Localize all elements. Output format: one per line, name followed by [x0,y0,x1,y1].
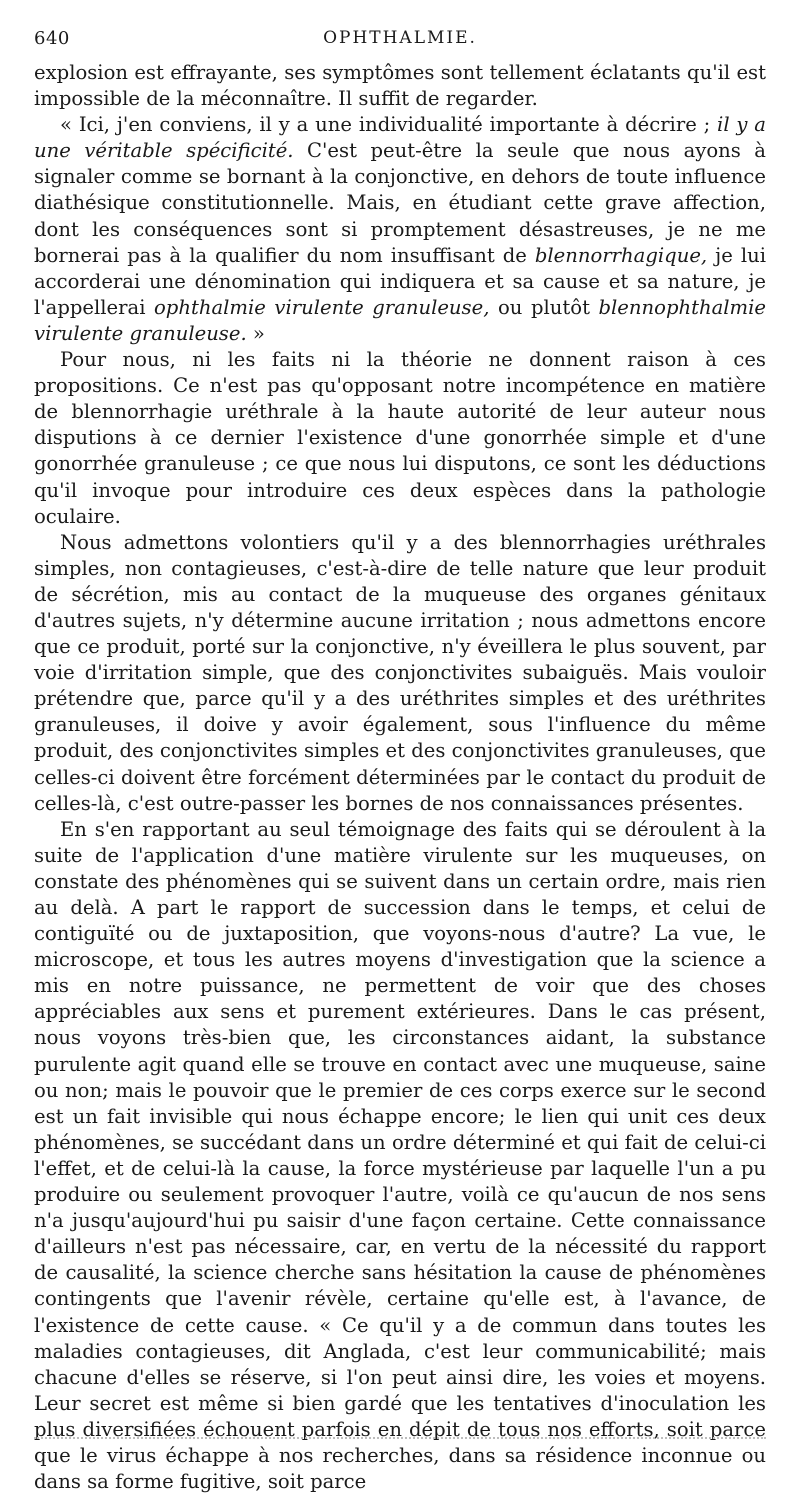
text-segment: ou plutôt [489,295,599,319]
text-segment: » [246,321,265,345]
page-header [34,28,766,52]
paragraph [34,112,766,347]
italic-text-segment: blennorrhagique, [534,243,708,267]
text-segment: C'est peut-être la seule que nous ayons à signaler comme se bornant à la conjonctive, en dehors de toute influence diathésique constitutionnelle. Mais, en étudiant cette grave affection, dont les conséquences sont si promptement désastreuses, je ne me bornerai pas à la qualifier du nom insuffisant de [34,139,766,267]
cut-off-footer-line [34,1437,766,1443]
text-segment: je lui accorderai une dénomination qui indiquera et sa cause et sa nature, je l'appellerai [34,243,766,319]
paragraph [34,347,766,530]
text-segment: Nous admettons volontiers qu'il y a des blennorrhagies uréthrales simples, non contagieuses, c'est-à-dire de telle nature que leur produit de sécrétion, mis au contact de la muqueuse des organes génitaux d'autres sujets, n'y détermine aucune irritation ; nous admettons encore que ce produit, porté sur la conjonctive, n'y éveillera le plus souvent, par voie d'irritation simple, que des conjonctivites subaiguës. Mais vouloir prétendre que, parce qu'il y a des uréthrites simples et des uréthrites granuleuses, il doive y avoir également, sous l'influence du même produit, des conjonctivites simples et des conjonctivites granuleuses, que celles-ci doivent être forcément déterminées par le contact du produit de celles-là, c'est outre-passer les bornes de nos connaissances présentes. [34,530,766,815]
italic-text-segment: blennophthalmie virulente granuleuse. [34,295,766,345]
text-segment: Pour nous, ni les faits ni la théorie ne donnent raison à ces propositions. Ce n'est pas qu'opposant notre incompétence en matière de blennorrhagie uréthrale à la haute autorité de leur auteur nous disputions à ce dernier l'existence d'une gonorrhée simple et d'une gonorrhée granuleuse ; ce que nous lui disputons, ce sont les déductions qu'il invoque pour introduire ces deux espèces dans la pathologie oculaire. [34,348,766,528]
paragraph [34,60,766,112]
paragraph [34,530,766,817]
italic-text-segment: ophthalmie virulente granuleuse, [154,295,490,319]
italic-text-segment: il y a une véritable spécificité. [34,113,766,163]
page-number: 640 [34,28,70,49]
text-segment: En s'en rapportant au seul témoignage des faits qui se déroulent à la suite de l'application d'une matière virulente sur les muqueuses, on constate des phénomènes qui se suivent dans un certain ordre, mais rien au delà. A part le rapport de succession dans le temps, et celui de contiguïté ou de juxtaposition, que voyons-nous d'autre? La vue, le microscope, et tous les autres moyens d'investigation que la science a mis en notre puissance, ne permettent de voir que des choses appréciables aux sens et purement extérieures. Dans le cas présent, nous voyons très-bien que, les circonstances aidant, la substance purulente agit quand elle se trouve en contact avec une muqueuse, saine ou non; mais le pouvoir que le premier de ces corps exerce sur le second est un fait invisible qui nous échappe encore; le lien qui unit ces deux phénomènes, se succédant dans un ordre déterminé et qui fait de celui-ci l'effet, et de celui-là la cause, la force mystérieuse par laquelle l'un a pu produire ou seulement provoquer l'autre, voilà ce qu'aucun de nos sens n'a jusqu'aujourd'hui pu saisir d'une façon certaine. Cette connaissance d'ailleurs n'est pas nécessaire, car, en vertu de la nécessité du rapport de causalité, la science cherche sans hésitation la cause de phénomènes contingents que l'avenir révèle, certaine qu'elle est, à l'avance, de l'existence de cette cause. « Ce qu'il y a de commun dans toutes les maladies contagieuses, dit Anglada, c'est leur communicabilité; mais chacune d'elles se réserve, si l'on peut ainsi dire, les voies et moyens. Leur secret est même si bien gardé que les tentatives d'inoculation les plus diversifiées échouent parfois en dépit de tous nos efforts, soit parce que le virus échappe à nos recherches, dans sa résidence inconnue ou dans sa forme fugitive, soit parce [34,817,766,1494]
text-segment: « Ici, j'en conviens, il y a une individualité importante à décrire ; [60,113,718,137]
running-head: OPHTHALMIE. [323,28,477,48]
paragraph [34,817,766,1495]
text-segment: explosion est effrayante, ses symptômes sont tellement éclatants qu'il est impossible de la méconnaître. Il suffit de regarder. [34,61,766,111]
body-text [34,60,766,1495]
